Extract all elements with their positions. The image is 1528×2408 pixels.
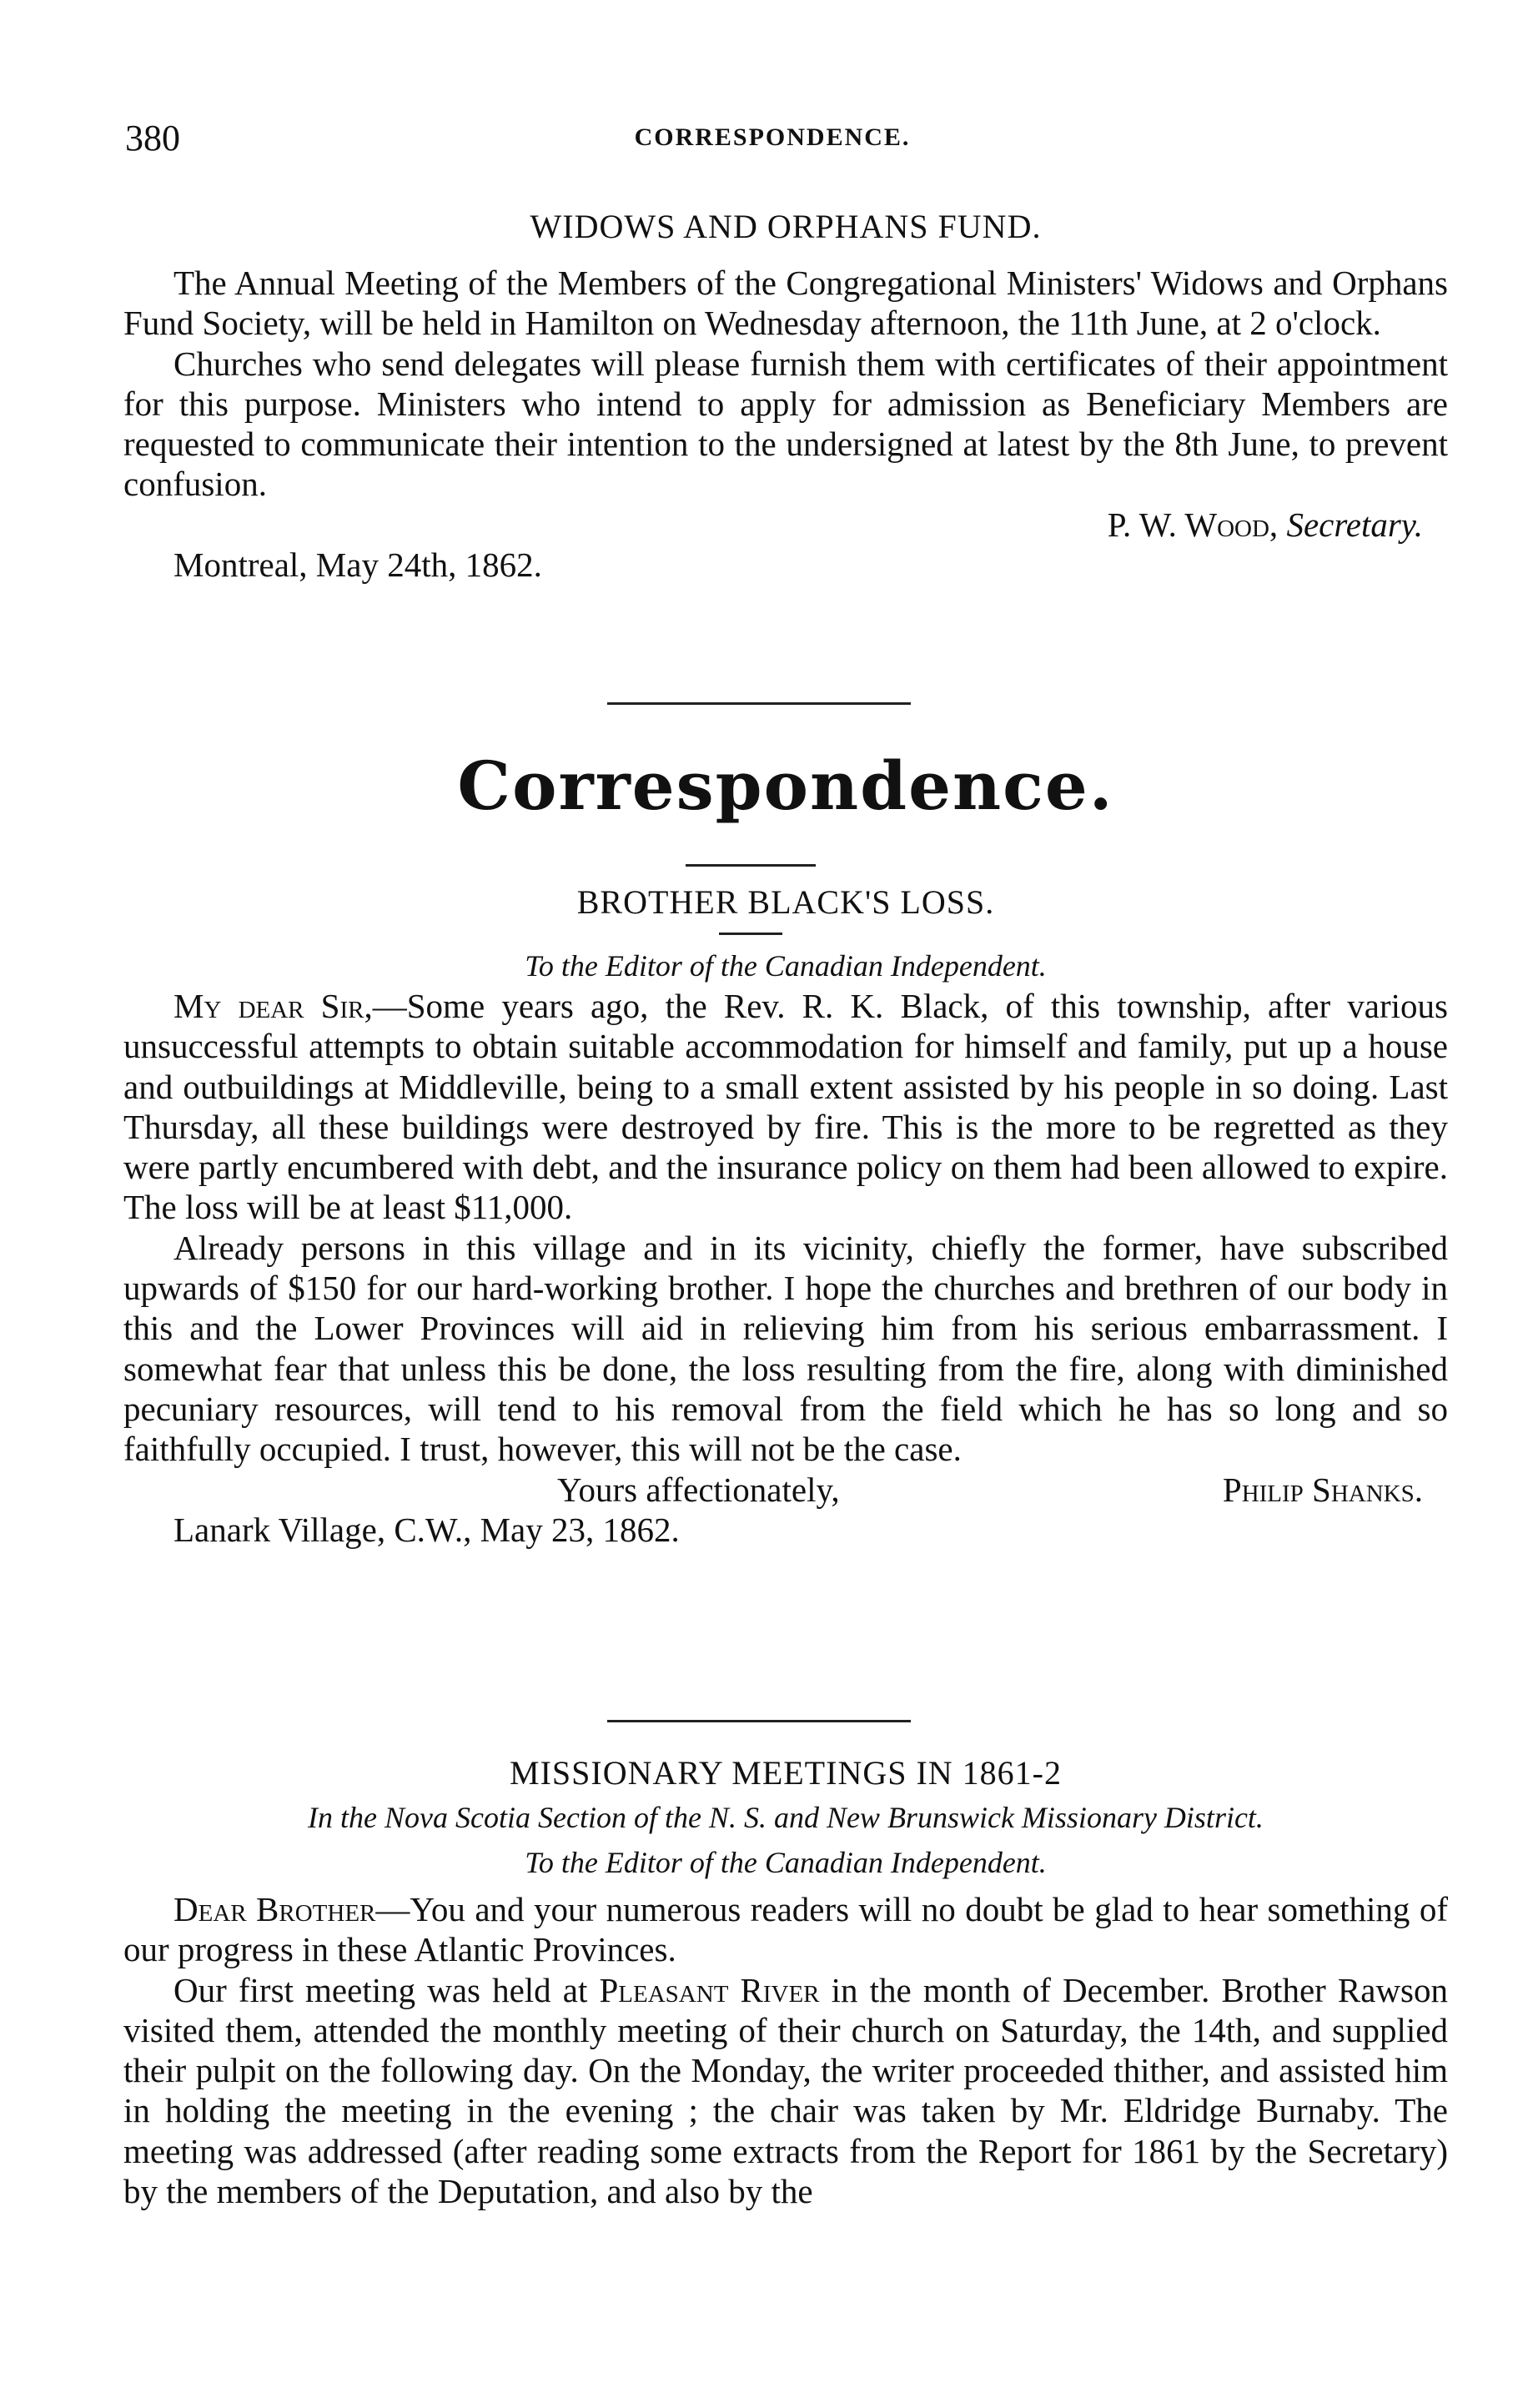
black-loss-section [123,882,1448,922]
widows-fund-section [123,207,1448,585]
missionary-paragraph-1 [123,1889,1448,1970]
secretary-name: P. W. Wood, [1107,505,1279,544]
missionary-place: Pleasant River [599,1970,820,2009]
correspondence-section-title: Correspondence. [457,747,1114,825]
page-number: 380 [125,118,180,158]
black-loss-addressee: To the Editor of the Canadian Independent. [525,949,1047,983]
running-head [125,117,1420,167]
widows-fund-paragraph-1: The Annual Meeting of the Members of the Congregational Ministers' Widows and Orphans Fund Society, will be held in Hamilton on Wednesday afternoon, the 11th June, at 2 o'clock. [123,264,1448,343]
section-divider-rule [607,1720,911,1722]
missionary-paragraph-2-start: Our first meeting was held at [173,1970,600,2009]
black-loss-salutation: My dear Sir, [173,987,373,1025]
widows-fund-signature [123,505,1448,545]
black-loss-paragraph-1-text: —Some years ago, the Rev. R. K. Black, of this township, after various unsuccessful attempts to obtain suitable accommodation for himself and family, put up a house and outbuildings at Middleville, being to a small extent assisted by his people in so doing. Last Thursday, all these buildings were destroyed by fire. This is the more to be regretted as they were partly encumbered with debt, and the insurance policy on them had been allowed to expire. The loss will be at least $11,000. [123,987,1448,1227]
black-loss-paragraph-2: Already persons in this village and in its vicinity, chiefly the former, have subscribed upwards of $150 for our hard-working brother. I hope the churches and brethren of our body in this and the Lower Provinces will aid in relieving him from his serious embarrassment. I somewhat fear that unless this be done, the loss resulting from the fire, along with diminished pecuniary resources, will tend to his removal from the field which he has so long and so faithfully occupied. I trust, however, this will not be the case. [123,1228,1448,1469]
missionary-paragraph-1-text: —You and your numerous readers will no doubt be glad to hear something of our progress in these Atlantic Provinces. [123,1890,1448,1969]
short-rule [719,933,782,935]
black-loss-paragraph-1 [123,986,1448,1228]
short-rule [686,864,816,867]
missionary-paragraph-2 [123,1970,1448,2212]
missionary-title: MISSIONARY MEETINGS IN 1861-2 [510,1754,1062,1792]
correspondence-heading-block [123,747,1448,825]
section-divider-rule [607,702,911,705]
black-loss-signer: Philip Shanks. [1222,1470,1423,1509]
missionary-subtitle: In the Nova Scotia Section of the N. S. and New Brunswick Missionary District. [308,1801,1264,1834]
widows-fund-dateline: Montreal, May 24th, 1862. [173,545,542,584]
missionary-salutation: Dear Brother [173,1890,376,1928]
missionary-section [123,1753,1448,2211]
missionary-paragraph-2-rest: in the month of December. Brother Rawson visited them, attended the monthly meeting of their church on Saturday, the 14th, and supplied their pulpit on the following day. On the Monday, the writer proceeded thither, and assisted him in holding the meeting in the evening ; the chair was taken by Mr. Eldridge Burnaby. The meeting was addressed (after reading some extracts from the Report for 1861 by the Secretary) by the members of the Deputation, and also by the [123,1970,1449,2211]
missionary-addressee: To the Editor of the Canadian Independent. [525,1846,1047,1879]
black-loss-closing: Yours affectionately, [557,1470,840,1509]
running-title: CORRESPONDENCE. [634,123,911,151]
secretary-title: Secretary. [1286,505,1423,544]
black-loss-body [123,946,1448,1550]
widows-fund-paragraph-2: Churches who send delegates will please furnish them with certificates of their appointment for this purpose. Ministers who intend to apply for admission as Beneficiary Members are requested to communicate their intention to the undersigned at latest by the 8th June, to prevent confusion. [123,344,1448,504]
black-loss-dateline: Lanark Village, C.W., May 23, 1862. [173,1510,680,1549]
black-loss-title: BROTHER BLACK'S LOSS. [576,883,995,921]
widows-fund-title: WIDOWS AND ORPHANS FUND. [530,208,1042,245]
black-loss-signature [123,1470,1448,1510]
